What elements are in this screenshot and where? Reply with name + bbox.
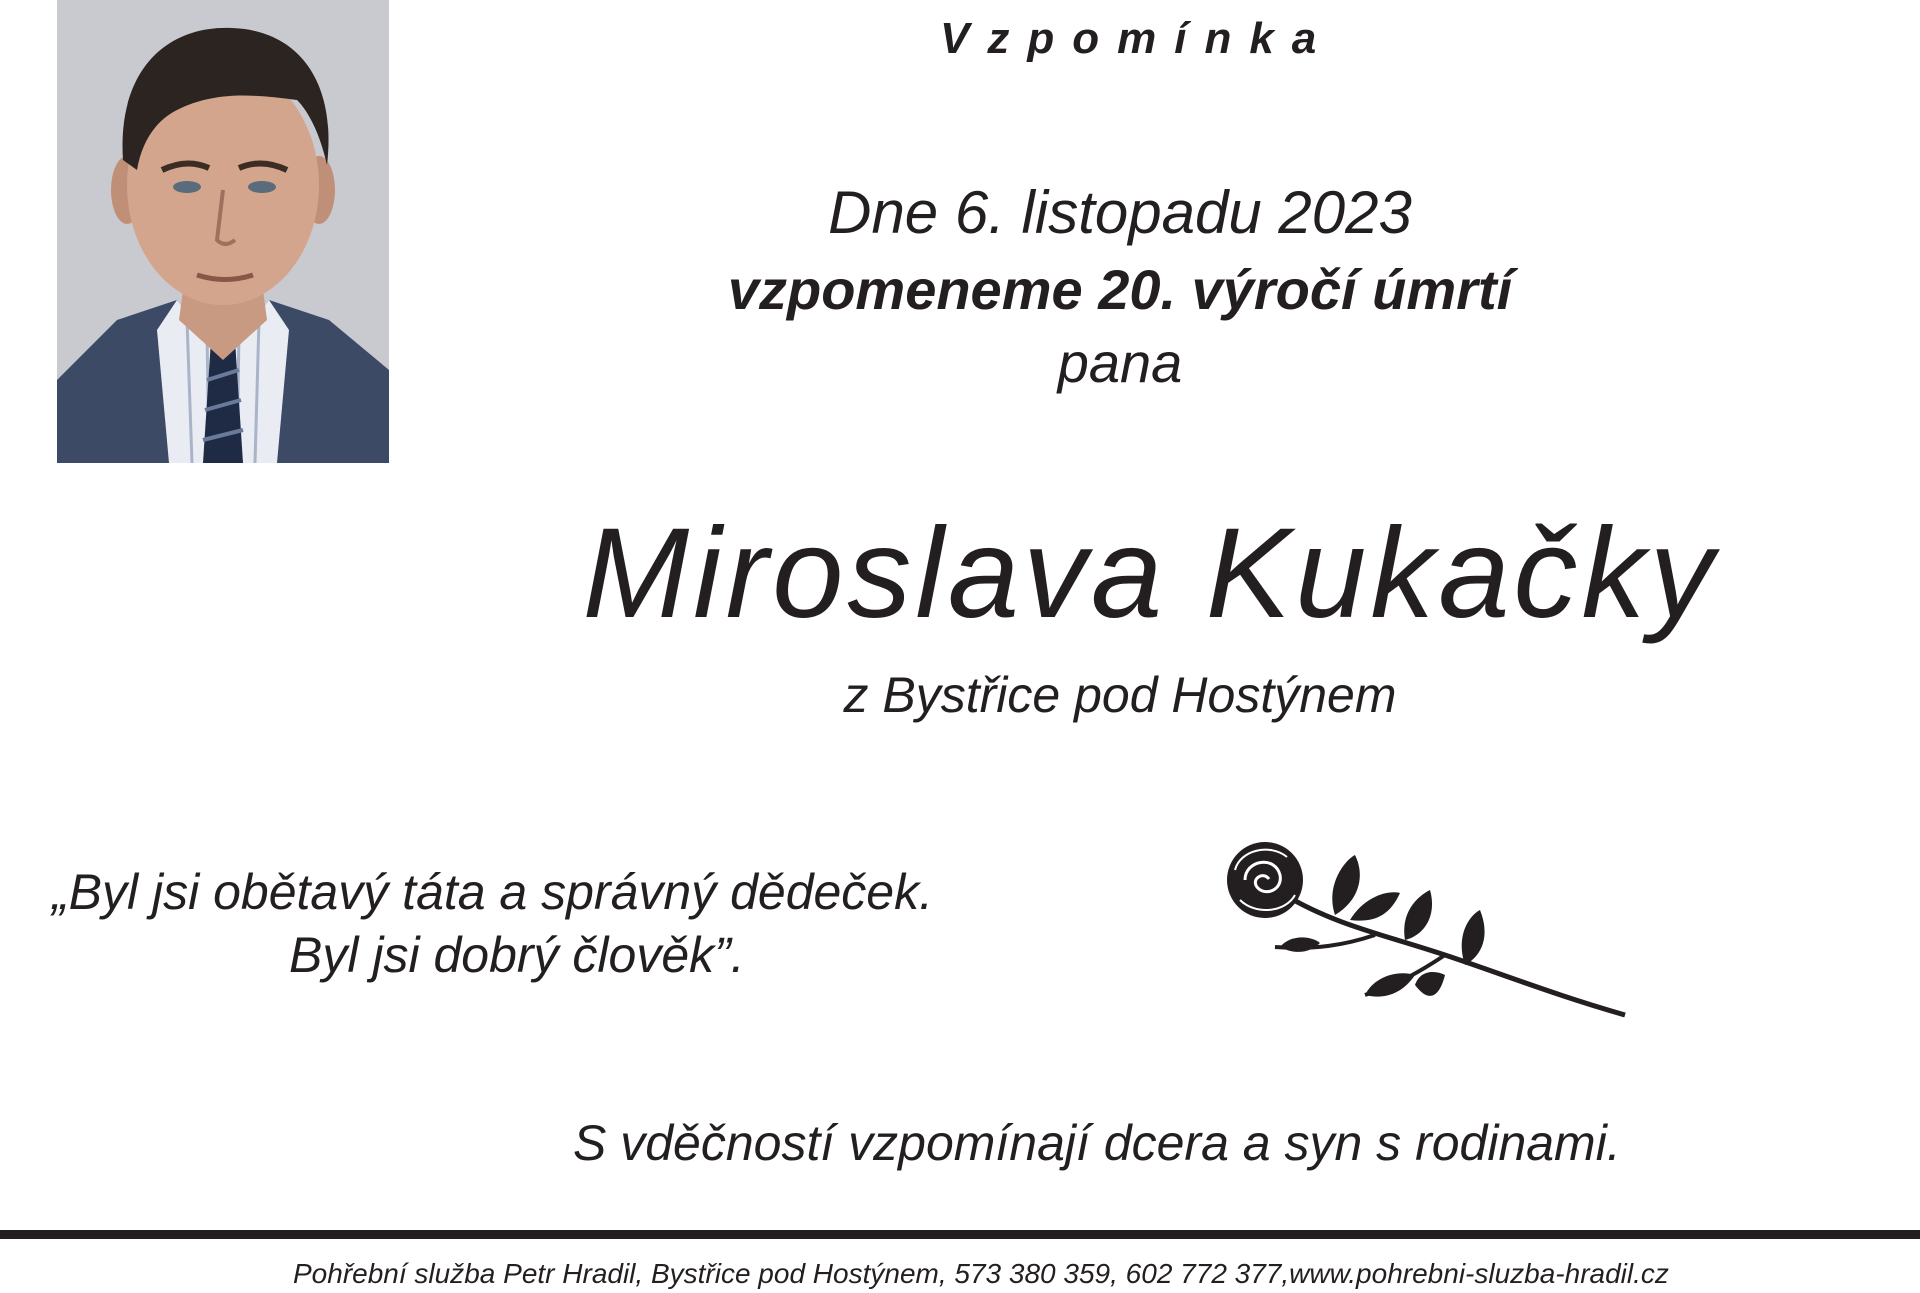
rose-icon	[1215, 835, 1635, 1050]
place-line: z Bystřice pod Hostýnem	[843, 667, 1397, 723]
title-line: pana	[1057, 331, 1183, 394]
footer-divider	[0, 1230, 1920, 1239]
quote-line-2: Byl jsi dobrý člověk”.	[289, 927, 745, 983]
thanks-line: S vděčností vzpomínají dcera a syn s rodinami.	[573, 1115, 1621, 1171]
anniversary-line: vzpomeneme 20. výročí úmrtí	[727, 258, 1513, 321]
date-line: Dne 6. listopadu 2023	[828, 179, 1412, 246]
deceased-name: Miroslava Kukačky	[582, 502, 1718, 645]
quote-line-1: „Byl jsi obětavý táta a správný dědeček.	[52, 864, 934, 920]
footer-contact: Pohřební služba Petr Hradil, Bystřice pod Hostýnem, 573 380 359, 602 772 377,www.pohrebni-sluzba-hradil.cz	[293, 1258, 1669, 1289]
notice-heading: Vzpomínka	[940, 14, 1335, 63]
